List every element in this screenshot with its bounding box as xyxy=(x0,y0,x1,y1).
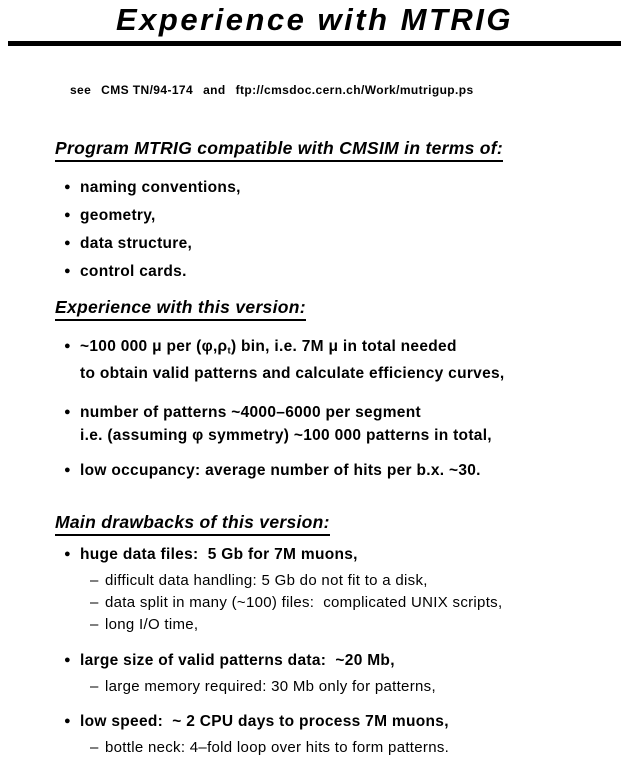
list-item-text: huge data files: 5 Gb for 7M muons, xyxy=(80,546,358,564)
dash-icon: – xyxy=(90,572,99,590)
sub-item-text: large memory required: 30 Mb only for patterns, xyxy=(105,678,436,696)
compatibility-list xyxy=(0,179,629,280)
dash-icon: – xyxy=(90,739,99,757)
and-label: and xyxy=(203,83,226,97)
sub-item xyxy=(90,592,629,614)
bullet-icon: ● xyxy=(64,181,71,193)
list-item xyxy=(64,401,629,447)
sub-list xyxy=(90,676,629,698)
bullet-icon: ● xyxy=(64,654,71,667)
bullet-icon: ● xyxy=(64,715,71,728)
bullet-icon: ● xyxy=(64,340,71,352)
sub-item xyxy=(90,570,629,592)
sub-item xyxy=(90,614,629,636)
reference-line xyxy=(55,66,629,114)
bullet-icon: ● xyxy=(64,548,71,561)
ftp-url: ftp://cmsdoc.cern.ch/Work/mutrigup.ps xyxy=(235,83,474,97)
item-line: i.e. (assuming φ symmetry) ~100 000 patterns in total, xyxy=(80,427,492,445)
slide-page xyxy=(0,2,629,757)
dash-icon: – xyxy=(90,678,99,696)
bullet-icon: ● xyxy=(64,209,71,221)
sub-item xyxy=(90,676,629,698)
subscript-t: t xyxy=(227,345,231,357)
sub-item xyxy=(90,737,629,759)
section-heading-compatibility: Program MTRIG compatible with CMSIM in terms of: xyxy=(55,138,629,162)
sub-item-text: difficult data handling: 5 Gb do not fit to a disk, xyxy=(105,572,428,590)
sub-item-text: bottle neck: 4–fold loop over hits to form patterns. xyxy=(105,739,450,757)
sub-item-text: long I/O time, xyxy=(105,616,199,634)
bullet-icon: ● xyxy=(64,464,71,477)
sub-list xyxy=(90,737,629,759)
title-rule xyxy=(8,41,621,46)
list-item-text: large size of valid patterns data: ~20 Mb, xyxy=(80,652,395,670)
list-item-text: control cards. xyxy=(80,263,187,280)
tech-note-ref: CMS TN/94-174 xyxy=(101,83,194,97)
list-item xyxy=(64,546,629,563)
bullet-icon: ● xyxy=(64,265,71,277)
see-label: see xyxy=(69,83,92,97)
bullet-icon: ● xyxy=(64,237,71,249)
section-heading-experience: Experience with this version: xyxy=(55,297,629,321)
item-line: to obtain valid patterns and calculate efficiency curves, xyxy=(80,365,505,383)
list-item-text xyxy=(80,401,492,447)
list-item-text: data structure, xyxy=(80,235,193,252)
list-item xyxy=(64,652,629,669)
list-item xyxy=(64,713,629,730)
sub-list xyxy=(90,570,629,636)
item-line: number of patterns ~4000–6000 per segment xyxy=(80,404,421,422)
list-item xyxy=(64,263,629,280)
bullet-icon: ● xyxy=(64,406,71,419)
list-item xyxy=(64,335,629,385)
page-title: Experience with MTRIG xyxy=(115,2,513,37)
list-item-text xyxy=(80,459,481,482)
dash-icon: – xyxy=(90,616,99,634)
list-item-text: naming conventions, xyxy=(80,179,241,196)
list-item-text: low speed: ~ 2 CPU days to process 7M muons, xyxy=(80,713,449,731)
list-item-text xyxy=(80,335,505,385)
list-item xyxy=(64,207,629,224)
sub-item-text: data split in many (~100) files: complicated UNIX scripts, xyxy=(105,594,503,612)
dash-icon: – xyxy=(90,594,99,612)
list-item xyxy=(64,459,629,482)
list-item xyxy=(64,179,629,196)
section-heading-drawbacks: Main drawbacks of this version: xyxy=(55,512,629,536)
list-item-text: geometry, xyxy=(80,207,156,224)
item-line: ~100 000 μ per $(\varphi,\rho_t)$ bin, i.e. 7M μ in total needed xyxy=(80,338,457,357)
item-line: low occupancy: average number of hits per b.x. ~30. xyxy=(80,462,481,480)
list-item xyxy=(64,235,629,252)
